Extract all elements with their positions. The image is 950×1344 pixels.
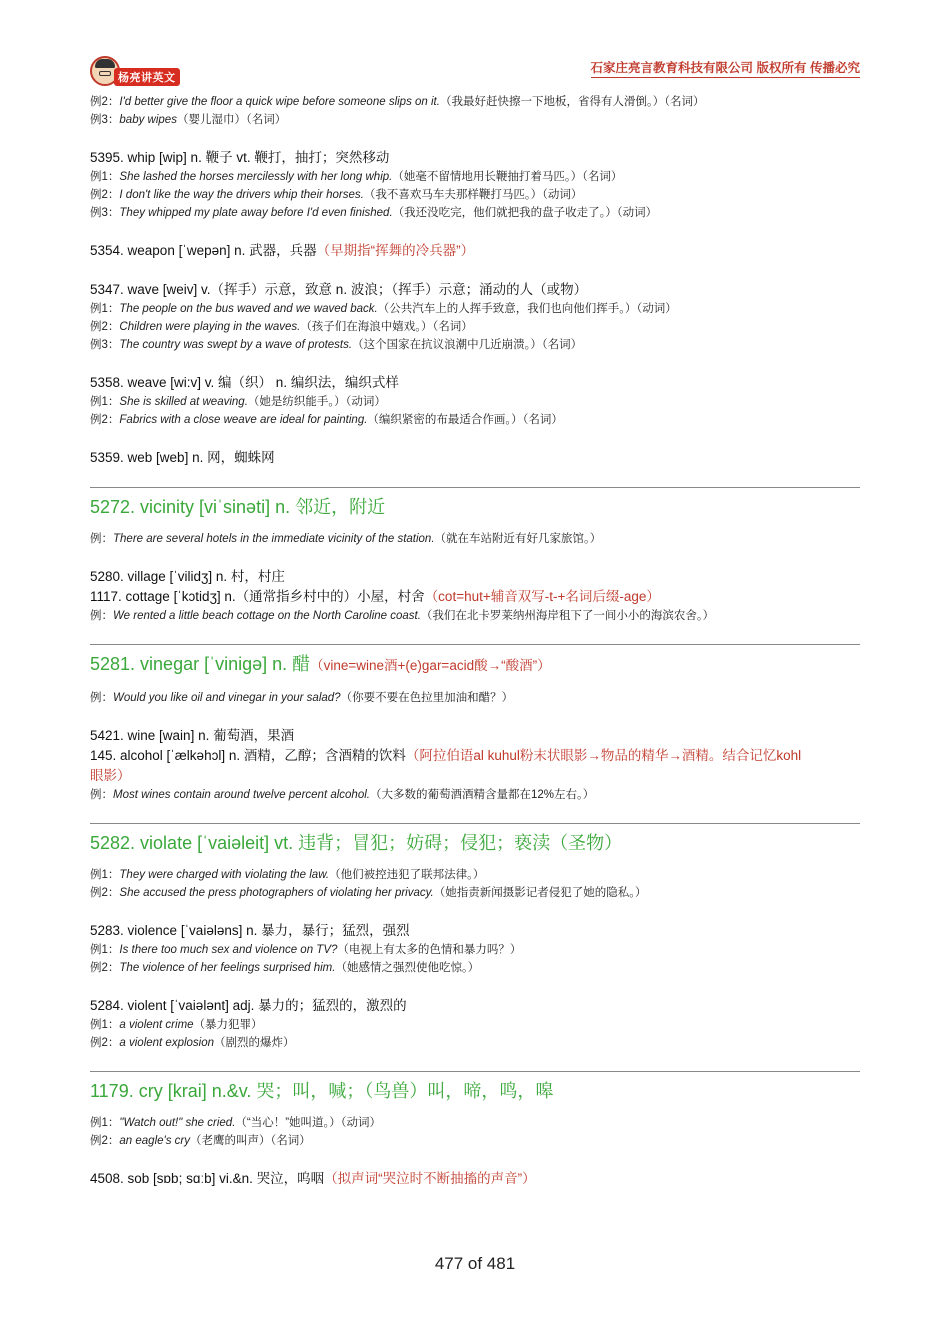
example-line: 例1：a violent crime（暴力犯罪） (90, 1019, 263, 1031)
example-line: 例1：Is there too much sex and violence on TV?（电视上有太多的色情和暴力吗？） (90, 944, 522, 956)
example-line: 例3：They whipped my plate away before I'd even finished.（我还没吃完，他们就把我的盘子收走了。）（动词） (90, 207, 658, 219)
word-entry-sob: 4508. sob [sɒb; sɑːb] vi.&n. 哭泣，呜咽（拟声词“哭泣时不断抽搐的声音”） (90, 1171, 536, 1186)
word-entry-web: 5359. web [web] n. 网，蜘蛛网 (90, 450, 275, 465)
main-entry-cry: 1179. cry [krai] n.&v. 哭；叫，喊；（鸟兽）叫，啼，鸣，嗥 (90, 1081, 554, 1101)
word-entry-whip: 5395. whip [wip] n. 鞭子 vt. 鞭打，抽打；突然移动 (90, 150, 390, 165)
example-line: 例1：They were charged with violating the law.（他们被控违犯了联邦法律。） (90, 869, 485, 881)
word-entry-wine: 5421. wine [wain] n. 葡萄酒，果酒 (90, 728, 295, 743)
page-header (90, 56, 860, 90)
example-line: 例2：Fabrics with a close weave are ideal for painting.（编织紧密的布最适合作画。）（名词） (90, 414, 563, 426)
example-line: 例2：I don't like the way the drivers whip their horses.（我不喜欢马车夫那样鞭打马匹。）（动词） (90, 189, 583, 201)
word-entry-violent: 5284. violent [ˈvaiələnt] adj. 暴力的；猛烈的，激烈的 (90, 998, 407, 1013)
word-entry-wave: 5347. wave [weiv] v.（挥手）示意，致意 n. 波浪；（挥手）示意；涌动的人（或物） (90, 282, 588, 297)
word-entry-violence: 5283. violence [ˈvaiələns] n. 暴力，暴行；猛烈，强烈 (90, 923, 410, 938)
example-line: 例：There are several hotels in the immediate vicinity of the station.（就在车站附近有好几家旅馆。） (90, 533, 602, 545)
example-line: 例1：She is skilled at weaving.（她是纺织能手。）（动词） (90, 396, 386, 408)
page-number: 477 of 481 (434, 1254, 516, 1273)
main-entry-violate: 5282. violate [ˈvaiəleit] vt. 违背；冒犯；妨碍；侵犯；亵渎（圣物） (90, 833, 623, 853)
example-line: 例3：baby wipes（婴儿湿巾）（名词） (90, 114, 287, 126)
word-entry-cottage: 1117. cottage [ˈkɔtidʒ] n.（通常指乡村中的）小屋，村舍（cot=hut+辅音双写-t-+名词后缀-age） (90, 589, 660, 604)
copyright-notice: 石家庄亮言教育科技有限公司 版权所有 传播必究 (591, 58, 860, 78)
main-entry-vicinity: 5272. vicinity [viˈsinəti] n. 邻近，附近 (90, 497, 386, 517)
page-content (90, 93, 860, 1189)
example-line: 例：We rented a little beach cottage on the North Caroline coast.（我们在北卡罗莱纳州海岸租下了一间小小的海滨农舍。） (90, 610, 715, 622)
example-line: 例2：She accused the press photographers of violating her privacy.（她指责新闻摄影记者侵犯了她的隐私。） (90, 887, 647, 899)
example-line: 例2：an eagle's cry（老鹰的叫声）（名词） (90, 1135, 311, 1147)
logo-text: 杨亮讲英文 (114, 68, 180, 86)
example-line: 例1：She lashed the horses mercilessly with her long whip.（她毫不留情地用长鞭抽打着马匹。）（名词） (90, 171, 623, 183)
word-entry-alcohol-note: 眼影） (90, 768, 131, 783)
section-divider (90, 487, 860, 488)
example-line: 例1：The people on the bus waved and we waved back.（公共汽车上的人挥手致意，我们也向他们挥手。）（动词） (90, 303, 677, 315)
example-line: 例2：The violence of her feelings surprised him.（她感情之强烈使他吃惊。） (90, 962, 480, 974)
word-entry-alcohol: 145. alcohol [ˈælkəhɔl] n. 酒精，乙醇；含酒精的饮料（阿拉伯语al kuhul粉末状眼影→物品的精华→酒精。结合记忆kohl (90, 748, 802, 763)
word-entry-weapon: 5354. weapon [ˈwepən] n. 武器，兵器（早期指“挥舞的冷兵器”） (90, 243, 475, 258)
example-line: 例：Most wines contain around twelve percent alcohol.（大多数的葡萄酒酒精含量都在12%左右。） (90, 789, 595, 801)
example-line: 例2：a violent explosion（剧烈的爆炸） (90, 1037, 295, 1049)
example-line: 例：Would you like oil and vinegar in your salad?（你要不要在色拉里加油和醋？） (90, 692, 514, 704)
section-divider (90, 644, 860, 645)
word-entry-village: 5280. village [ˈvilidʒ] n. 村，村庄 (90, 569, 285, 584)
main-entry-vinegar: 5281. vinegar [ˈvinigə] n. 醋（vine=wine酒+(e)gar=acid酸→“酸酒”） (90, 654, 551, 674)
section-divider (90, 823, 860, 824)
example-line: 例3：The country was swept by a wave of protests.（这个国家在抗议浪潮中几近崩溃。）（名词） (90, 339, 583, 351)
section-divider (90, 1071, 860, 1072)
word-entry-weave: 5358. weave [wi:v] v. 编（织） n. 编织法，编织式样 (90, 375, 399, 390)
example-line: 例2：Children were playing in the waves.（孩子们在海浪中嬉戏。）（名词） (90, 321, 473, 333)
example-line: 例1："Watch out!" she cried.（“当心！”她叫道。）（动词） (90, 1117, 382, 1129)
example-line: 例2：I'd better give the floor a quick wipe before someone slips on it.（我最好赶快擦一下地板，省得有人滑倒。）（名词） (90, 96, 705, 108)
logo (90, 56, 190, 90)
